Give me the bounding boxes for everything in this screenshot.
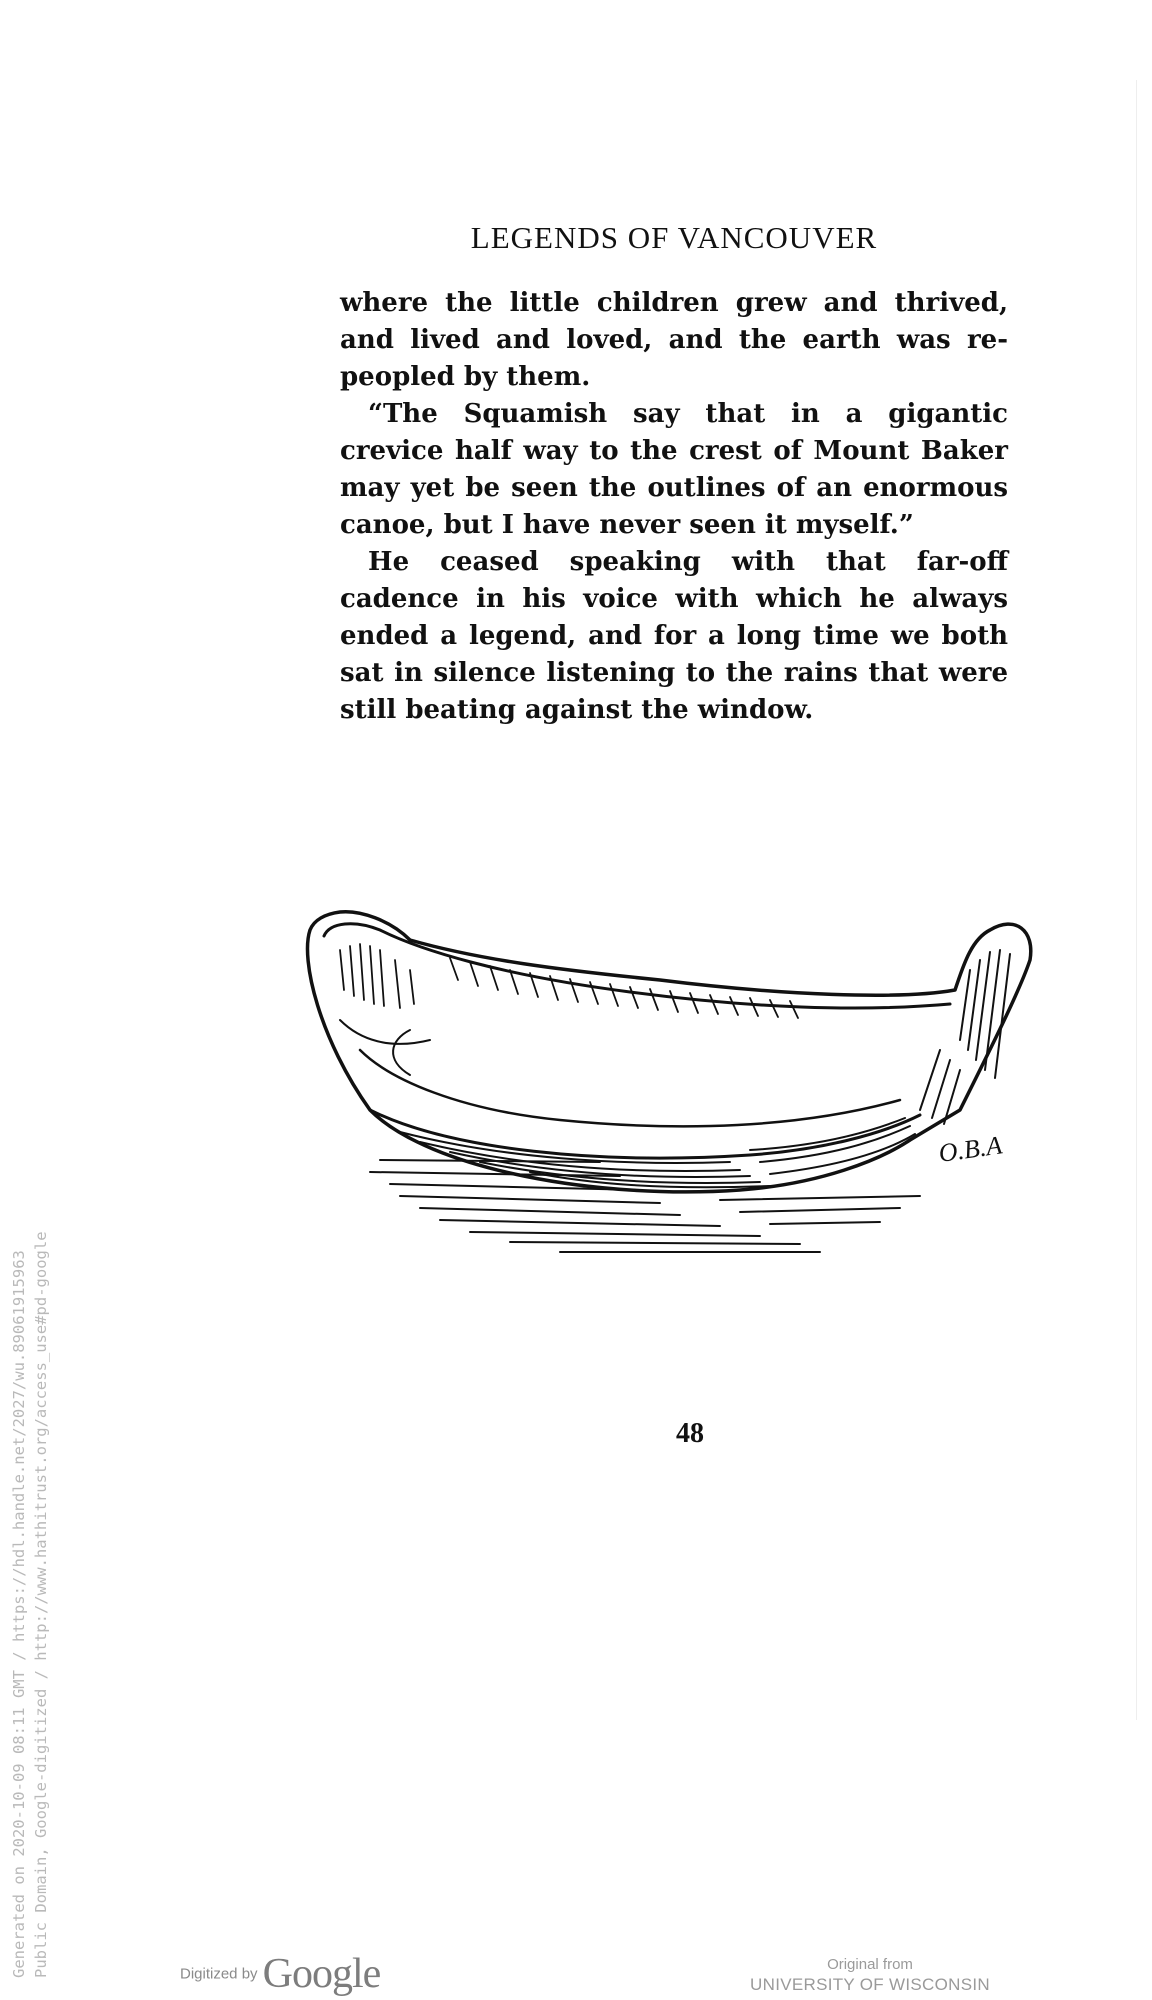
digitized-by-google [180, 1950, 380, 1998]
body-text [340, 285, 1008, 729]
institution-name: UNIVERSITY OF WISCONSIN [750, 1975, 990, 1994]
page-number: 48 [676, 1418, 704, 1449]
original-from-label: Original from [827, 1956, 913, 1973]
watermark-line-2: Public Domain, Google-digitized / http://www.hathitrust.org/access_use#pd-google [32, 1231, 50, 1978]
canoe-illustration [300, 900, 1040, 1300]
paragraph-1: where the little children grew and thrived, and lived and loved, and the earth was re-peopled by them. [340, 288, 1008, 392]
hathitrust-watermark [8, 1231, 52, 1978]
watermark-line-1: Generated on 2020-10-09 08:11 GMT / https://hdl.handle.net/2027/wu.89061915963 [10, 1250, 28, 1978]
illustrator-signature: O.B.A [936, 1130, 1004, 1168]
digitized-by-label: Digitized by [180, 1965, 258, 1983]
google-logo: Google [262, 1951, 381, 1997]
hull-hatching [400, 1118, 915, 1187]
paragraph-2: “The Squamish say that in a gigantic crevice half way to the crest of Mount Baker may yet be seen the outlines of an enormous canoe, but I have never seen it myself.” [340, 399, 1008, 540]
page-edge-line [1136, 80, 1137, 1720]
running-head: LEGENDS OF VANCOUVER [470, 220, 878, 255]
canoe-hull-outer [308, 912, 1031, 1192]
canoe-interior [360, 1050, 900, 1126]
interior-ribs [340, 944, 798, 1018]
original-from-credit [720, 1956, 1020, 1996]
paragraph-3: He ceased speaking with that far-off cadence in his voice with which he always ended a legend, and for a long time we both sat in silence listening to the rains that were still beating against the window. [340, 547, 1008, 725]
